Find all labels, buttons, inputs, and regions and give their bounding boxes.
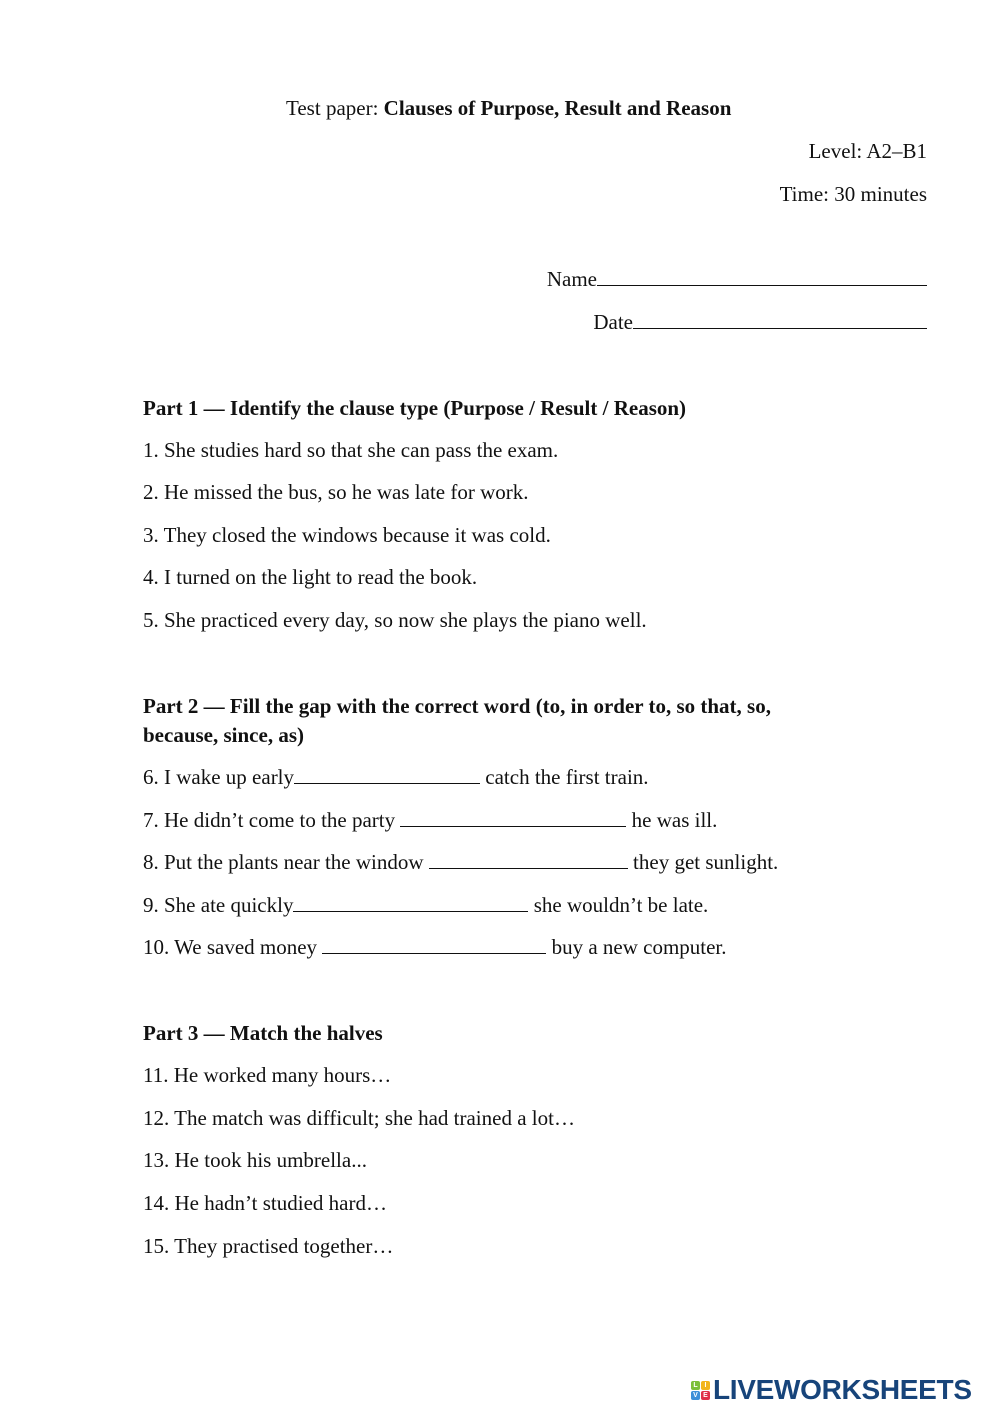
part2-heading-cont: because, since, as) (143, 723, 304, 747)
date-field[interactable] (593, 310, 927, 334)
item-text: 10. We saved money (143, 935, 323, 959)
list-item: 4. I turned on the light to read the book. (143, 565, 478, 589)
name-label: Name (546, 267, 597, 291)
list-item: 12. The match was difficult; she had trained a lot… (143, 1106, 575, 1130)
gap-item (143, 893, 708, 917)
item-text: 7. He didn’t come to the party (143, 808, 401, 832)
gap-item (143, 765, 649, 789)
list-item: 2. He missed the bus, so he was late for work. (143, 480, 529, 504)
list-item: 5. She practiced every day, so now she plays the piano well. (143, 608, 647, 632)
list-item: 3. They closed the windows because it was cold. (143, 523, 551, 547)
gap-blank[interactable] (400, 808, 626, 827)
gap-item (143, 850, 778, 874)
item-text: he was ill. (626, 808, 718, 832)
part3-heading: Part 3 — Match the halves (143, 1021, 383, 1045)
item-text: 6. I wake up early (143, 765, 295, 789)
gap-item (143, 935, 727, 959)
gap-blank[interactable] (294, 765, 480, 784)
time-label: Time: 30 minutes (779, 182, 927, 206)
logo-tiles-icon (691, 1381, 710, 1400)
part1-heading: Part 1 — Identify the clause type (Purpose / Result / Reason) (143, 396, 687, 420)
gap-blank[interactable] (322, 935, 546, 954)
list-item: 11. He worked many hours… (143, 1063, 392, 1087)
item-text: 8. Put the plants near the window (143, 850, 429, 874)
part2-heading: Part 2 — Fill the gap with the correct word (to, in order to, so that, so, (143, 694, 771, 718)
logo-tile: I (701, 1381, 710, 1390)
item-text: 9. She ate quickly (143, 893, 294, 917)
list-item: 15. They practised together… (143, 1234, 394, 1258)
logo-tile: L (691, 1381, 700, 1390)
logo-tile: V (691, 1391, 700, 1400)
logo-tile: E (701, 1391, 710, 1400)
liveworksheets-logo (691, 1374, 972, 1406)
title-topic: Clauses of Purpose, Result and Reason (383, 96, 732, 120)
date-label: Date (593, 310, 633, 334)
item-text: buy a new computer. (546, 935, 727, 959)
item-text: they get sunlight. (627, 850, 779, 874)
logo-text: LIVEWORKSHEETS (713, 1374, 972, 1405)
title-prefix: Test paper: (286, 96, 384, 120)
name-field[interactable] (547, 267, 927, 291)
gap-item (143, 808, 717, 832)
list-item: 14. He hadn’t studied hard… (143, 1191, 387, 1215)
level-label: Level: A2–B1 (808, 139, 927, 163)
date-blank[interactable] (633, 310, 927, 329)
item-text: catch the first train. (480, 765, 649, 789)
gap-blank[interactable] (293, 893, 528, 912)
list-item: 1. She studies hard so that she can pass the exam. (143, 438, 559, 462)
gap-blank[interactable] (429, 850, 628, 869)
item-text: she wouldn’t be late. (528, 893, 709, 917)
name-blank[interactable] (597, 267, 927, 286)
list-item: 13. He took his umbrella... (143, 1148, 367, 1172)
page-title (286, 96, 731, 120)
